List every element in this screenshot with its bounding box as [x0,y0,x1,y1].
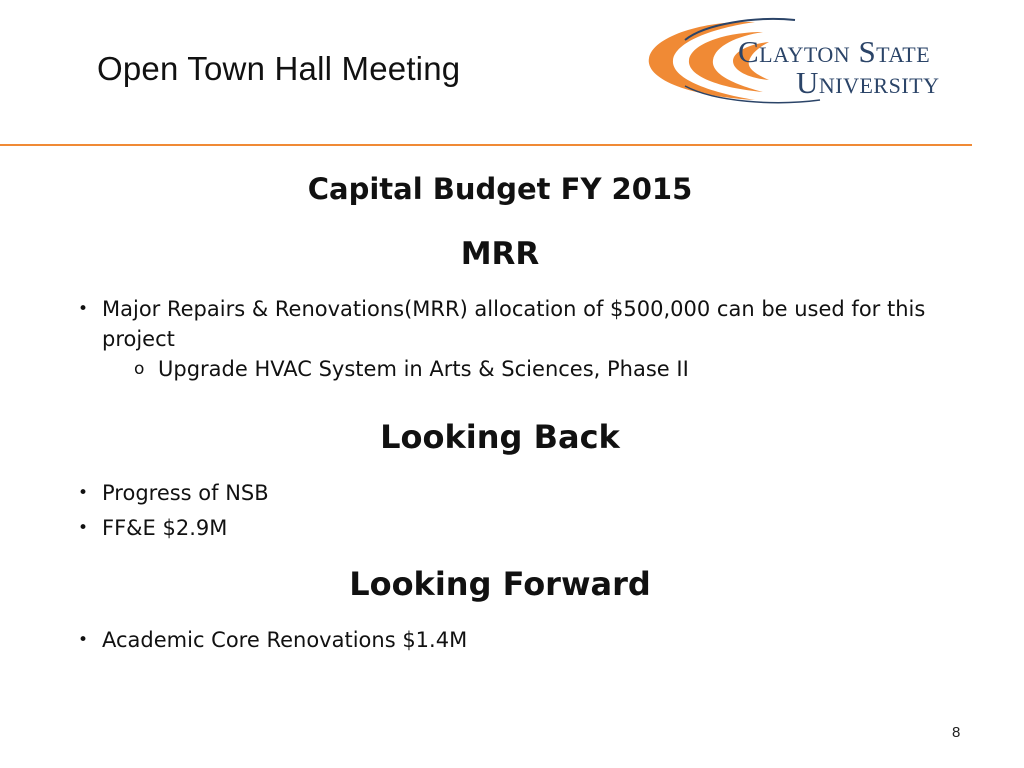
list-item [78,294,938,354]
list-item [78,625,467,655]
header-divider [0,144,972,146]
logo-line-2: University [796,65,940,100]
page-number: 8 [952,724,961,741]
bullet-text: Major Repairs & Renovations(MRR) allocation of $500,000 can be used for this project [102,297,926,351]
logo-line-1: Clayton State [738,34,931,69]
bullet-text: Progress of NSB [102,481,269,505]
looking-forward-bullet-list [78,625,467,655]
section-heading-capital-budget: Capital Budget FY 2015 [307,172,693,206]
section-heading-mrr: MRR [460,236,540,272]
logo-wordmark [738,36,940,98]
sub-list-item [78,354,938,384]
looking-back-bullet-list [78,478,269,548]
section-heading-looking-back: Looking Back [380,418,620,456]
bullet-dot-icon: • [78,483,89,503]
bullet-dot-icon: • [78,630,89,650]
sub-bullet-text: Upgrade HVAC System in Arts & Sciences, Phase II [158,357,689,381]
bullet-dot-icon: • [78,518,89,538]
bullet-dot-icon: • [78,299,89,319]
slide-title: Open Town Hall Meeting [97,50,461,87]
bullet-text: Academic Core Renovations $1.4M [102,628,468,652]
hollow-bullet-icon: o [134,359,145,379]
section-heading-looking-forward: Looking Forward [349,565,651,603]
list-item [78,478,269,508]
mrr-bullet-list [78,294,938,384]
list-item [78,513,269,543]
bullet-text: FF&E $2.9M [102,516,228,540]
